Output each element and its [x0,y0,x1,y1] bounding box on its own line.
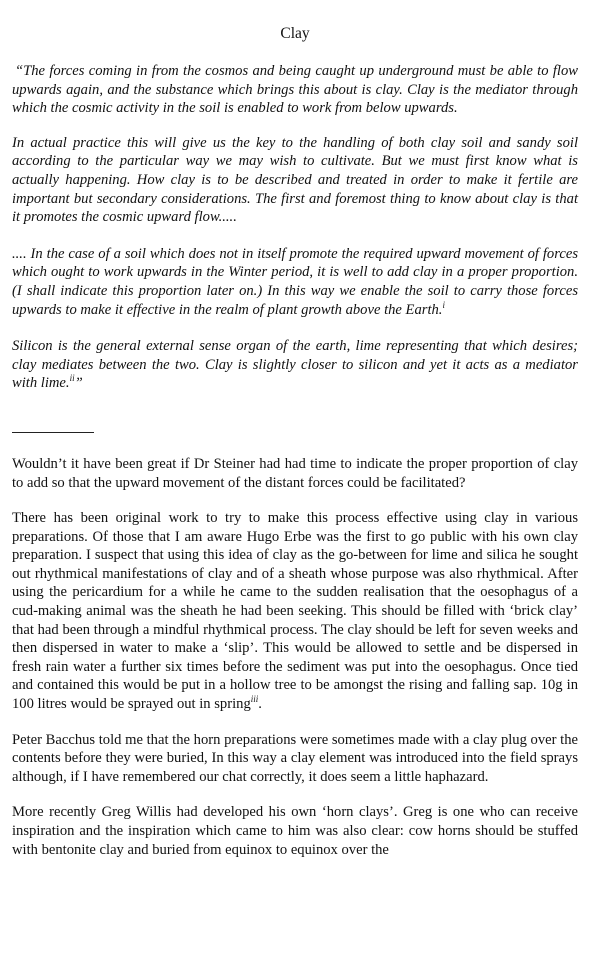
quote-paragraph-4-text: Silicon is the general external sense organ of the earth, lime representing that which desires; clay mediates between the two. Clay is slightly closer to silicon and yet it acts as a mediator with lime. [12,338,578,392]
body-paragraph-2-end: . [258,696,262,713]
document-page [12,24,578,876]
endnote-ref-ii[interactable]: ii [69,373,75,384]
quote-paragraph-1: “The forces coming in from the cosmos and being caught up underground must be able to flow upwards again, and the substance which brings this about is clay. Clay is the mediator through which the cosmic activity in the soil is enabled to work from below upwards. [12,63,578,117]
footnote-separator [12,432,94,433]
quote-paragraph-4 [12,337,578,393]
body-paragraph-2-text: There has been original work to try to make this process effective using clay in various preparations. Of those that I am aware Hugo Erbe was the first to go public with his own clay preparation. I suspect that using this idea of clay as the go-between for lime and silica he sought out rhythmical manifestations of clay and of a sheath whose purpose was also rhythmical. After using the pericardium for a while he came to the sudden realisation that the oesophagus of a cud-making animal was the sheath he had been seeking. This should be filled with ‘brick clay’ that had been through a mindful rhythmical process. The clay should be left for seven weeks and then dispersed in water to make a ‘slip’. This would be allowed to settle and be dispersed in fresh rain water a further six times before the sediment was put into the oesophagus. Once tied and contained this would be put in a hollow tree to be amongst the rising and falling sap. 10g in 100 litres would be sprayed out in spring [12,510,578,713]
body-paragraph-2 [12,509,578,714]
endnote-ref-i[interactable]: i [442,299,445,310]
body-paragraph-3: Peter Bacchus told me that the horn preparations were sometimes made with a clay plug over the contents before they were buried, In this way a clay element was introduced into the field sprays although, if I have remembered our chat correctly, it does seem a little haphazard. [12,731,578,785]
quote-close-mark: ” [74,375,83,392]
quote-paragraph-3 [12,245,578,319]
quote-paragraph-2: In actual practice this will give us the key to the handling of both clay soil and sandy soil according to the particular way we may wish to cultivate. But we must first know what is actually happening. How clay is to be described and treated in order to make it fertile are important but secondary considerations. The first and foremost thing to know about clay is that it promotes the cosmic upward flow..... [12,134,578,226]
body-paragraph-4: More recently Greg Willis had developed his own ‘horn clays’. Greg is one who can receive inspiration and the inspiration which came to him was also clear: cow horns should be stuffed with bentonite clay and buried from equinox to equinox over the [12,804,578,858]
body-paragraph-1: Wouldn’t it have been great if Dr Steiner had had time to indicate the proper proportion of clay to add so that the upward movement of the distant forces could be facilitated? [12,455,578,491]
endnote-ref-iii[interactable]: iii [250,694,259,705]
body-text [12,455,578,859]
steiner-quote [12,62,578,393]
page-title: Clay [280,25,310,42]
quote-paragraph-3-text: .... In the case of a soil which does not in itself promote the required upward movement of forces which ought to work upwards in the Winter period, it is well to add clay in a proper proportion. (I shall indicate this proportion later on.) In this way we enable the soil to carry those forces upwards to make it effective in the realm of plant growth above the Earth. [12,245,578,318]
